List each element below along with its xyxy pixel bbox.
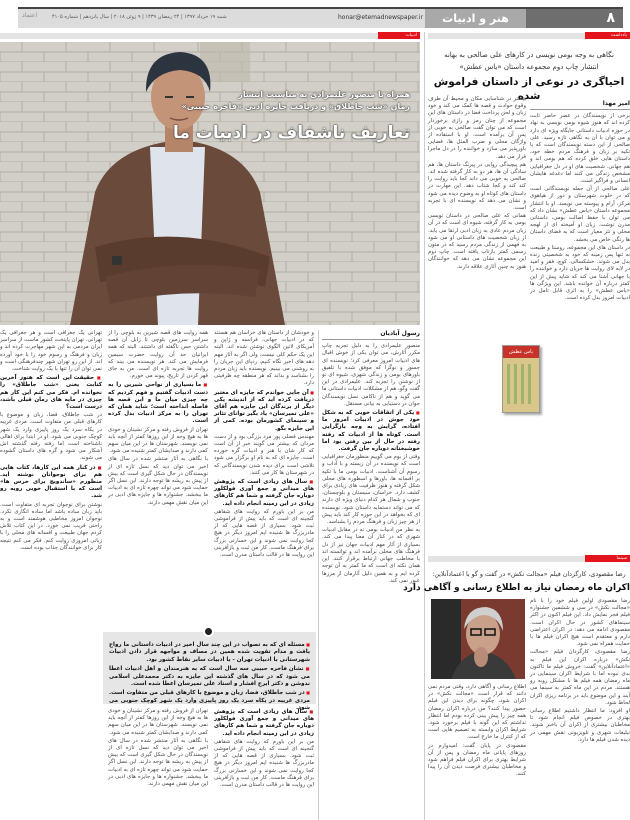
note-column-left [428, 96, 526, 520]
section-rule [0, 33, 378, 39]
main-article-column-2-cont [108, 708, 208, 820]
pull-quote: ■ نشان فاخره حبیبی سه سال است که به هنرمندان و اهل ادبیات اعطا می شود که در سال های گذشته این جایزه به دکتر محمدعلی اسلامی ندوشن و دکتر ایرج افشار و استاد علی تمیرسان اعطا شده است. [109, 665, 310, 688]
paragraph: رضا مقصودی، کارگردان فیلم «مجالت نکش» درباره اکران این فیلم به «اعتمادآنلاین» گفت: خروش فیلم ما تاکنون بدی نبوده اما با شرایط اکران سینمایی در ماه رمضان همه فیلم ها با مشکل روبه رو هستند. مردم در این ماه کمتر به سینما می آیند و این موضوع باید در برنامه ریزی اکران لحاظ شود. [530, 649, 630, 706]
section-email-link[interactable]: honar@etemadnewspaper.ir [338, 14, 423, 21]
brick-wall-portrait-illustration [0, 42, 420, 325]
interview-question: ■ ما بسیاری از نواحی شیرین را به دست ادبیات گفتیم و فهم کردیم که چه چیزی میان ما و این قصه ها فاصله انداخته است؛ شاید همان که تهران را به مرکز ادبیات بدل کرده است. [108, 381, 208, 425]
interview-question: ■ یکی از اتفاقات خوبی که به شکل خود جوش در ادبیات امروز ما افتاده، گرایش به وجه بازگرایی است. کوتاه ها از ادبیات که رفته رفته در حال از بین رفتن بود اما خوشبختانه دوباره جان گرفت. [322, 409, 420, 453]
paragraph: به نظر من ادبیات بومی نه در مقابل ادبیات شهری که در کنار آن معنا پیدا می کند. بسیاری از آثار مهم ادبیات جهان نیز از دل فرهنگ های محلی برآمده اند و توانسته اند با مخاطب جهانی ارتباط برقرار کنند. این همان نکته ای است که ما کمتر به آن توجه کرده ایم و به همین دلیل آثارمان از مرزها عبور نمی کند. [322, 527, 420, 584]
paragraph: وقتی از بوم می گوییم منظورمان جغرافیایی است که نویسنده در آن زیسته و با آداب و رسوم آن آشناست. ادبیات بومی ما با تکیه بر افسانه ها، باورها و اسطوره های محلی شکل گرفته و هنوز ظرفیت های زیادی برای کشف دارد. خراسان، سیستان و بلوچستان، جنوب و شمال هر کدام دنیای ویژه ای دارند که می تواند دستمایه داستان شود. نویسنده ای که بخواهد در این حوزه کار کند باید پیش از هر چیز زبان و فرهنگ مردم را بشناسد. [322, 454, 420, 526]
cinema-kicker: رضا مقصودی، کارگردان فیلم «مجالت نکش» در گفت و گو با اعتمادآنلاین: [432, 571, 626, 578]
note-kicker-2: انتشار چاپ دوم مجموعه داستان «یاس عطش» [459, 63, 599, 71]
note-headline: احیاگری در نوعی از داستان فراموش شده [433, 76, 625, 102]
section-tag-note: یادداشت [585, 32, 630, 39]
main-kicker-1: همراه با منصور علیمرادی به مناسبت انتشار [238, 90, 410, 99]
cinema-column-right [530, 598, 630, 820]
main-article-column-1 [0, 330, 102, 820]
paragraph: مهندس فضلی پور مرد بزرگی بود و از دست مردان که بیشتر می گویند خبر از آن است که کار شان با هنر و ادبیات گره خورده است. جایزه ای که به نام او برگزار می شود تلاشی است برای دیده شدن نویسندگانی که در شهرستان ها کار می کنند. [214, 433, 314, 476]
note-author: امیر مهدا [530, 100, 630, 110]
paragraph: هم پیچیدگی روایی در پیرنگ داستان ها، هم سادگی آن ها، هر دو به کار گرفته شده اند. صالحی به خوبی می داند کجا باید روایت را کند کند و کجا شتاب دهد. این مهارت در داستان های کوتاه او به وضوح دیده می شود و نشان می دهد که نویسنده ای با تجربه است. [428, 161, 526, 212]
interview-question: ■ سال های زیادی است که پژوهش های میدانی و جمع آوری فولکلور دوباره جان گرفته و شما هم کارهای زیادی در این زمینه انجام داده اید. [214, 478, 314, 508]
paragraph: منصور علیمرادی را به دلیل تجربه چاپ مکرر آثارش، می توان یکی از خوش اقبال های ادبیات امروز معرفی کرد؛ نویسنده ای جسور و نوگرا که موفق شده با تلفیق باورهای بومی و زندگی شهری، شیوه ای نو از نوشتن را تجربه کند. علیمرادی در این گفت وگو، هم از مشکلات ادبیات داستانی ما می گوید و هم از ناکامی نسل نویسندگان جوان در دستیابی به بیانی مستقل. [322, 343, 420, 407]
paragraph: برخی از نویسندگان در عصر حاضر ثابت کرده اند که هنوز شیوه بومی نویسی به نهاد در حوزه ادبیات داستانی جایگاه ویژه ای دارد و می توان با آن به نگاهی تازه رسید. علی صالحی از این دسته نویسندگان است که با تکیه بر زبان و فرهنگ مردم خطه خود، داستان هایی خلق کرده که هم بومی اند و هم جهانی. شخصیت های او در دل جغرافیایی مشخص زندگی می کنند اما دغدغه هایشان انسانی و فراگیر است. [530, 113, 630, 185]
book-cover-art [507, 364, 535, 404]
paragraph: همه روایت های قصه شیرین به بلوچی را از سراسر سرزمین بلوچی تا زابل آن قصه داشتن حس ناگفته ای داشتند. البته که همه ایرانیان حد آن روایت حضرت سیمین فرمایش می کند. هر نویسنده می بیند که روایت ها تجربه تازه ای است. من به جای قهر کردن از تاریخ، پیوند می خورم. [108, 330, 208, 380]
paragraph: تهران از فروش رفته و مرکز نشینان و خودی ها به هیچ وجه از این روزها کمتر از آنچه باید نمی نویسند. شهرستان ها در این میان سهم کمی دارند و صدایشان کمتر شنیده می شود. [108, 426, 208, 455]
paragraph: در شب جاطلاق، فضا، زبان و موضوع با کارهای قبلی من متفاوت است. مردی غریبه در یکاه سرد یک روز پاییزی وارد یک شهر کوچک جنوبی می شود. او در ابتدا برای اهالی ناشناخته است اما رفته رفته گذشته اش آشکار می شود و گره های داستان گشوده می شوند. [0, 412, 102, 462]
section-rule [428, 556, 585, 562]
director-photo [431, 599, 525, 679]
paragraph: من بر این باورم که روایت های شفاهی گنجینه ای است که باید پیش از فراموشی ثبت شود. بسیاری از قصه هایی که از مادربزرگ ها شنیده ایم امروز دیگر در هیچ کجا روایت نمی شوند و این خسارتی بزرگ برای فرهنگ ماست. کار من ثبت و بازآفرینی این روایت ها در قالب داستان مدرن است. [214, 738, 314, 789]
paragraph: همانی که علی صالحی در داستان نویسی بومی به کار گرفته، شیوه ای است که در آن زبان مردم عادی به زبان ادبی ارتقا می یابد. از زبان شخصیت های داستانی او می شود به فهمی از زندگی مردم رسید که در متون رسمی کمتر بازتاب یافته است. چاپ دوم این مجموعه نشان می دهد که خوانندگان هنوز به چنین آثاری علاقه دارند. [428, 213, 526, 270]
pull-quote-box [103, 632, 316, 712]
book-cover-title: یاس عطش [503, 346, 539, 358]
paragraph: با نگاهی به آثار منتشر شده در سال های اخیر می توان دید که نسل تازه ای از نویسندگان در حال شکل گیری است که بیش از پیش به ریشه ها توجه دارند. این نسل اگر حمایت شود می تواند چهره تازه ای به ادبیات ما ببخشد. جشنواره ها و جایزه های ادبی در این میان نقش مهمی دارند. [108, 456, 208, 506]
paragraph: بیشتر در شناسایی مکان و محیط آن طرف وقوع حوادث و قصه ها کمک می کند و خود زبان و لحن پرداخت فضا در داستان های این مجموعه از چنان رمز و رازی برخوردار است که می توان گفت صالحی به خوبی از پس آن برآمده است. او با استفاده از واژگان محلی و ضرب المثل ها، فضایی باورپذیر می سازد و خواننده را در دل ماجرا قرار می دهد. [428, 96, 526, 160]
paragraph: تهران از فروش رفته و مرکز نشینان و خودی ها به هیچ وجه از این روزها کمتر از آنچه باید نمی نویسند. شهرستان ها در این میان سهم کمی دارند و صدایشان کمتر شنیده می شود. [108, 708, 208, 736]
paragraph: تهرانی یک جغرافی است و هر جغرافی یک تهرانی. تهران پایتخت کشور ماست از سراسر ایران مردمی به این شهر مهاجرت کرده اند و زبان و فرهنگ و رسوم خود را با خود آورده اند. از این رو تهران شهر چندفرهنگی است و نمی توان آن را تنها با یک روایت شناخت. [0, 330, 102, 373]
paragraph: او افزود: ما انتظار داشتیم اطلاع رسانی بهتری در خصوص فیلم انجام شود تا مخاطبان بیشتری از اکران آن باخبر شوند. تبلیغات شهری و تلویزیونی نقش مهمی در دیده شدن فیلم ها دارد. [530, 708, 630, 743]
section-title: هنر و ادبیات [425, 9, 526, 28]
note-kicker-1: نگاهی به وجه بومی نویسی در کارهای علی صالحی به بهانه [444, 51, 614, 59]
main-headline: تعاریف ناشفاف در ادبیات ما [172, 123, 410, 143]
section-rule [428, 33, 585, 39]
paragraph: اطلاع رسانی و آگاهی دارد، وقتی مردم نمی دانند که قرار است «مجالت نکش» در اکران شود، چگونه برای دیدن این فیلم حضور پیدا کنند؟ من درباره اکران رمضان همه چیز را پیش بینی کرده بودم اما انتظار نداشتم که این گونه با فیلم برخورد شود. شرایط اکران وابسته به تصمیم هایی است که از کنترل ما خارج است. [428, 684, 526, 741]
paragraph: در داستان های این مجموعه، روستا و طبیعت نه تنها پس زمینه که خود به شخصیتی زنده بدل می شوند. خشکسالی، کوچ، فقر و امید در لابه لای روایت ها جریان دارد و خواننده را با جهانی آشنا می کند که شاید پیش از این کمتر درباره آن خوانده باشد. این ویژگی ها «یاس عطش» را به اثری قابل تامل در ادبیات امروز بدل کرده است. [530, 244, 630, 302]
main-article-column-2 [108, 330, 208, 630]
paragraph: نوشتن برای نوجوان تجربه ای متفاوت است. باید زبان ساده باشد اما ساده انگاری نکرد. نوجوان امروز مخاطبی هوشمند است و به راحتی فریب نمی خورد. در این کتاب تلاش کردم جهان طبیعت و افسانه های محلی را با زبانی امروزی روایت کنم. فکر می کنم نتیجه کار برای خوانندگان جذاب بوده است. [0, 501, 102, 551]
paragraph: علی صالحی از آن جمله نویسندگانی است که در خلوت شهرستان و دور از هیاهوی مرکز، آرام و پیوسته می نویسد. او با انتشار مجموعه داستان «یاس عطش» نشان داد که می توان با حفظ اصالت بومی، داستانی مدرن نوشت. زبان او آمیخته ای از لهجه محلی و نثر معیار است که به فضای داستان ها رنگی خاص می بخشد. [530, 186, 630, 243]
note-column-right [530, 100, 630, 520]
dateline: شنبه ۱۹ خرداد ۱۳۹۷ | ۲۴ رمضان ۱۴۳۹ | ۹ ژوئن ۲۰۱۸ | سال پانزدهم | شماره ۴۱۰۵ [52, 14, 227, 20]
section-tag-cinema: سینما [585, 555, 630, 562]
pull-quote: ■ در شب جاطلاق، فضا، زبان و موضوع با کارهای قبلی من متفاوت است. مردی غریبه در یکاه سرد یک روز پاییزی وارد یک شهر کوچک جنوبی می شود. [109, 689, 310, 712]
paragraph: من بر این باورم که روایت های شفاهی گنجینه ای است که باید پیش از فراموشی ثبت شود. بسیاری از قصه هایی که از مادربزرگ ها شنیده ایم امروز دیگر در هیچ کجا روایت نمی شوند و این خسارتی بزرگ برای فرهنگ ماست. کار من ثبت و بازآفرینی این روایت ها در قالب داستان مدرن است. [214, 508, 314, 559]
cinema-column-left [428, 684, 526, 820]
director-portrait-illustration [431, 599, 525, 679]
main-kicker-2: رمان «شب جاطلاق» و دریافت جایزه ادبی «فاخره حبیبی» [181, 102, 410, 111]
main-article-column-4 [322, 330, 420, 820]
paragraph: رضا مقصودی اولین فیلم خود را با نام «مجالت نکش» در سی و ششمین جشنواره فیلم فجر نمایش داد. این فیلم اکنون در اکثر سینماهای کشور در حال اکران است. مقصودی ادامه می دهد: در اکران اعتراضی دارم و معتقدم است هیچ اکران فیلم ها با حمایت همراه نمی شود. [530, 598, 630, 648]
author-photo [0, 42, 420, 325]
quote-icon [203, 626, 214, 637]
column-divider [318, 330, 319, 820]
main-author: رسول آبادیان [322, 330, 420, 340]
interview-question: ■ حقیقت این است که هنوز آخرین کتابت یعنی «شب جاطلاق» را نخوانده ام. فکر می کنم این کار هم چیزی در مایه های رمان قبلی باشد، درست است؟ [0, 374, 102, 411]
interview-question: ■ در کنار همه این کارها، کتاب هایی هم برای نوجوانان نوشته اید. منظورم «ساندویچ برای خرس ها» است که با استقبال خوبی روبه رو شد. [0, 464, 102, 501]
paragraph: مقصودی در پایان گفت: امیدوارم در روزهای پایانی ماه رمضان و پس از آن شرایط بهتری برای اکران فیلم فراهم شود و مخاطبان بیشتری فرصت دیدن آن را پیدا کنند. [428, 742, 526, 778]
main-article-column-3 [214, 330, 314, 630]
pull-quote: ■ مسئله ای که به تصواب در این چند سال اخیر در ادبیات داستانی ما رواج یافت و مدام تقویت شده همین در مصاف و مواجهه قرار دادن ادبیات شهرستانی با ادبیات تهران - با ادبیات سایر نقاط کشور بود. [109, 641, 310, 664]
paragraph: و خودشان از داستان های خراسان هم هستند که در ادبیات جهانی، فرانسه و ژاپن و آمریکای لاتین الگوی نوشتن شده اند. البته این یک حکم کلی نیست، ولی اگر به آثار مهم دهه های اخیر نگاه کنیم، ردپای این جریان را به روشنی می بینیم. نویسنده باید زبان مردم را بشناسد و بداند که هر منطقه چه ظرفیتی دارد. [214, 330, 314, 387]
book-cover-image [502, 345, 540, 413]
section-tag-literature: ادبیات [378, 32, 420, 39]
main-article-column-3-cont [214, 708, 314, 820]
column-divider [424, 32, 425, 820]
interview-question: ■ آن جایی خواندم که جایزه ای معتبر دریافت کرده اید که از اندیشه یکی دیگر از برندگان این جایزه هم آقای «علی تمیرسان» یاد بگیر توانای تئاتر و سینمای کشورمان بوده. کمی از این جایزه بگو. [214, 389, 314, 433]
paragraph: با نگاهی به آثار منتشر شده در سال های اخیر می توان دید که نسل تازه ای از نویسندگان در حال شکل گیری است که بیش از پیش به ریشه ها توجه دارند. این نسل اگر حمایت شود می تواند چهره تازه ای به ادبیات ما ببخشد. جشنواره ها و جایزه های ادبی در این میان نقش مهمی دارند. [108, 737, 208, 788]
newspaper-logo: اعتماد [22, 12, 38, 19]
page-number: ۸ [526, 9, 623, 28]
cinema-headline: اکران ماه رمضان نیاز به اطلاع رسانی و آگاهی دارد [403, 583, 630, 593]
interview-question: ■ سال های زیادی است که پژوهش های میدانی و جمع آوری فولکلور دوباره جان گرفته و شما هم کارهای زیادی در این زمینه انجام داده اید. [214, 708, 314, 738]
